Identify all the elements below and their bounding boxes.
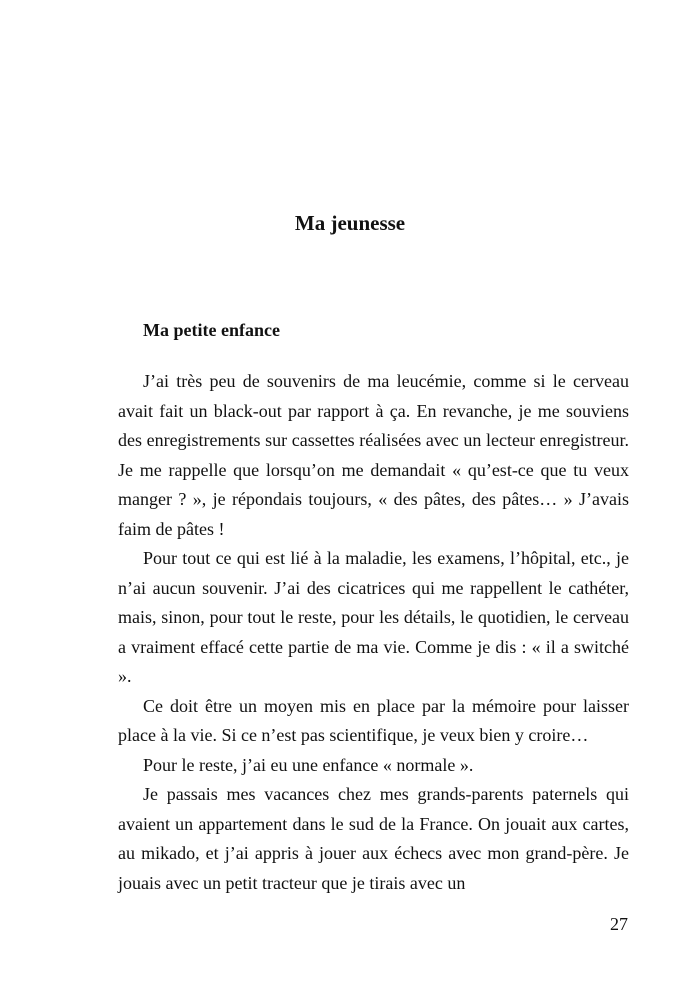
paragraph: J’ai très peu de souvenirs de ma leucémie, comme si le cerveau avait fait un black-out par rapport à ça. En revanche, je me souviens des enregistrements sur cassettes réalisées avec un lecteur enregistreur. Je me rappelle que lorsqu’on me demandait « qu’est-ce que tu veux manger ? », je répondais toujours, « des pâtes, des pâtes… » J’avais faim de pâtes !	[118, 371, 629, 539]
body-text	[118, 367, 629, 898]
paragraph: Pour tout ce qui est lié à la maladie, les examens, l’hôpital, etc., je n’ai aucun souvenir. J’ai des cicatrices qui me rappellent le cathéter, mais, sinon, pour tout le reste, pour les détails, le quotidien, le cerveau a vraiment effacé cette partie de ma vie. Comme je dis : « il a switché ».	[118, 548, 629, 686]
section-title: Ma petite enfance	[143, 320, 280, 340]
paragraph: Pour le reste, j’ai eu une enfance « normale ».	[143, 754, 474, 775]
paragraph: Ce doit être un moyen mis en place par la mémoire pour laisser place à la vie. Si ce n’est pas scientifique, je veux bien y croire…	[118, 695, 629, 745]
chapter-title: Ma jeunesse	[294, 211, 406, 235]
page-number: 27	[610, 914, 628, 934]
paragraph: Je passais mes vacances chez mes grands-parents paternels qui avaient un appartement dans le sud de la France. On jouait aux cartes, au mikado, et j’ai appris à jouer aux échecs avec mon grand-père. Je jouais avec un petit tracteur que je tirais avec un	[118, 784, 629, 893]
